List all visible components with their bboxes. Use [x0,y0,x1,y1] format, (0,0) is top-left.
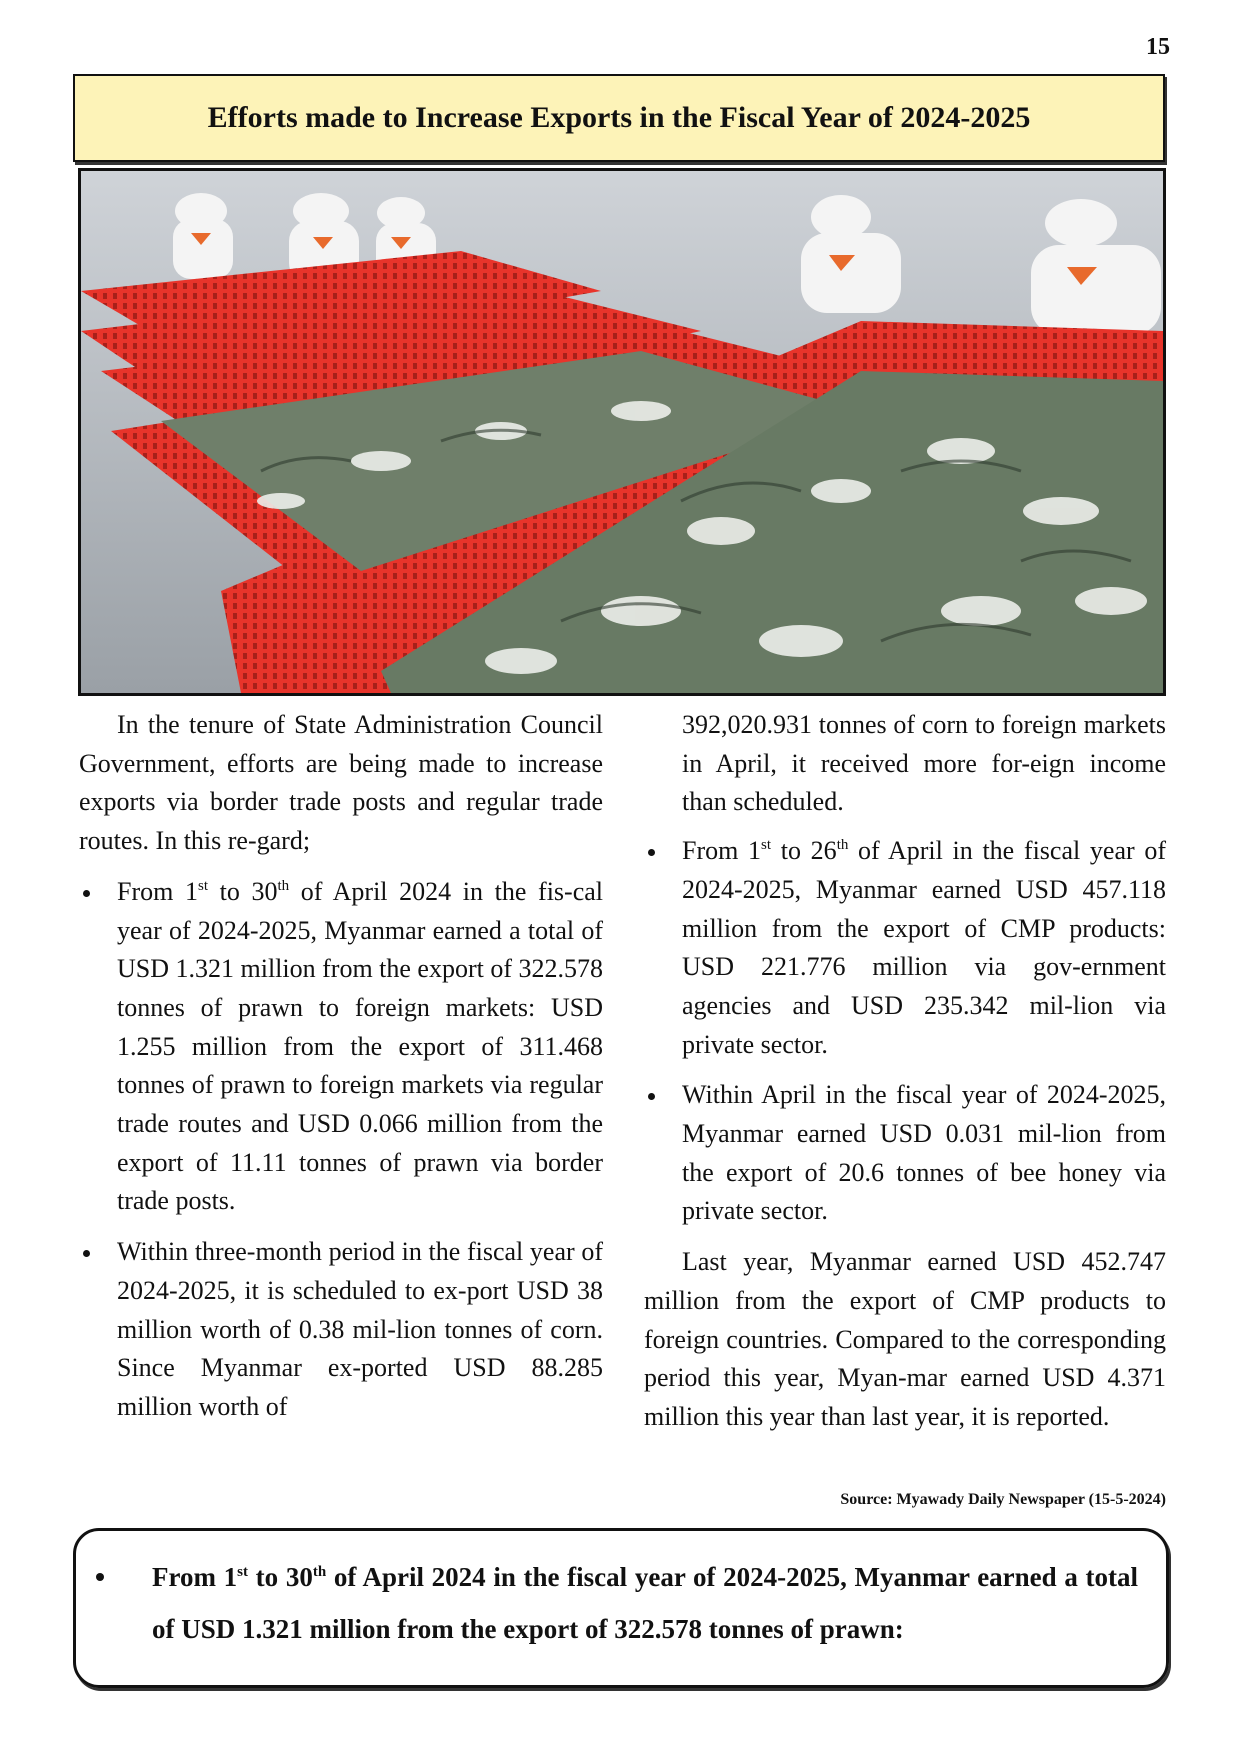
bullet-honey-export: Within April in the fiscal year of 2024-2025, Myanmar earned USD 0.031 mil-lion from the export of 20.6 tonnes of bee honey via private sector. [644,1076,1166,1231]
bullet-prawn-export-text-a: From 1 [117,876,198,906]
bullet-prawn-export-text-b: to 30 [208,876,278,906]
right-column [644,706,1166,1437]
source-citation: Source: Myawady Daily Newspaper (15-5-2024) [840,1491,1166,1508]
left-bullet-list [79,873,603,1427]
bullet-corn-export-continued: 392,020.931 tonnes of corn to foreign markets in April, it received more for-eign income than scheduled. [682,710,1166,817]
summary-text-c: of April 2024 in the fiscal year of 2024-2025, Myanmar earned a total of USD 1.321 million from the export of 322.578 tonnes of prawn: [152,1562,1138,1644]
summary-text [128,1551,1138,1655]
summary-sup-a: st [237,1564,248,1580]
summary-text-b: to 30 [248,1562,313,1592]
bullet-corn-export: Within three-month period in the fiscal year of 2024-2025, it is scheduled to ex-port USD 38 million worth of 0.38 mil-lion tonnes of corn. Since Myanmar ex-ported USD 88.285 million worth of [79,1233,603,1427]
bullet-prawn-export-sup-b: th [277,877,290,894]
bullet-cmp-export-text-c: of April in the fiscal year of 2024-2025, Myanmar earned USD 457.118 million from the export of CMP products: USD 221.776 million via gov-ernment agencies and USD 235.342 mil-lion via private sector. [682,836,1167,1059]
bullet-prawn-export-text-c: of April 2024 in the fis-cal year of 2024-2025, Myanmar earned a total of USD 1.321 million from the export of 322.578 tonnes of prawn to foreign markets: USD 1.255 million from the export of 311.468 tonnes of prawn to foreign markets via regular trade routes and USD 0.066 million from the export of 11.11 tonnes of prawn via border trade posts. [117,876,604,1216]
bullet-cmp-export-text-a: From 1 [682,836,762,866]
bullet-prawn-export-sup-a: st [197,877,208,894]
closing-paragraph: Last year, Myanmar earned USD 452.747 million from the export of CMP products to foreign countries. Compared to the corresponding period this year, Myan-mar earned USD 4.371 million this year than last year, it is reported. [644,1247,1166,1431]
summary-text-a: From 1 [152,1562,238,1592]
summary-sup-b: th [312,1564,327,1580]
bullet-cmp-export-sup-a: st [761,837,772,854]
page-number: 15 [1146,34,1170,60]
right-bullet-list [644,832,1166,1231]
page-title: Efforts made to Increase Exports in the Fiscal Year of 2024-2025 [207,101,1031,134]
left-column [79,706,603,1439]
bullet-cmp-export-text-b: to 26 [771,836,837,866]
prawn-processing-photo [78,168,1166,696]
title-banner [73,74,1165,162]
intro-paragraph: In the tenure of State Administration Council Government, efforts are being made to increase exports via border trade posts and regular trade routes. In this re-gard; [79,710,603,856]
bullet-prawn-export [79,873,603,1221]
bullet-cmp-export [644,832,1166,1064]
bullet-cmp-export-sup-b: th [836,837,849,854]
prawn-processing-photo-illustration [81,171,1163,693]
summary-box [73,1528,1169,1688]
